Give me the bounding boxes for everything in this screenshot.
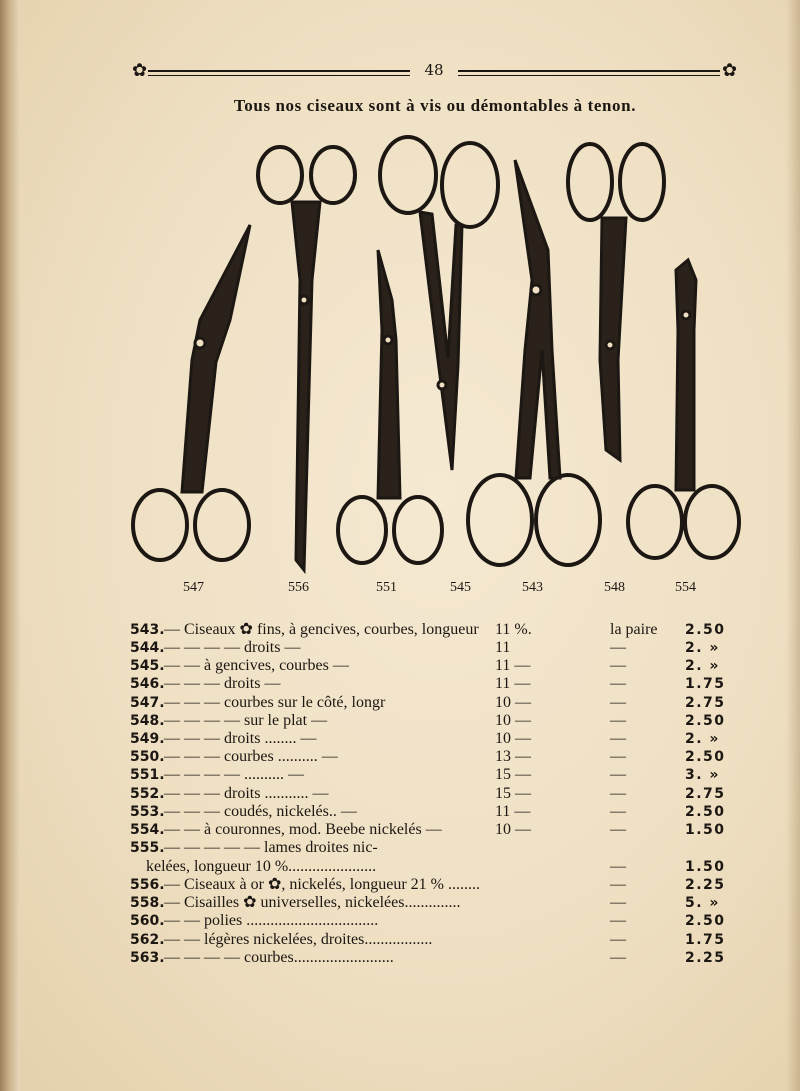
scissors-554-icon (628, 260, 739, 558)
item-number: 555. (130, 840, 165, 856)
price-row (130, 949, 740, 967)
item-description: — Ciseaux à or ✿, nickelés, longueur 21 % ........ (164, 876, 481, 893)
figure-label: 556 (288, 580, 309, 595)
scissors-543-icon (468, 160, 600, 565)
item-number: 560. (130, 913, 165, 929)
figure-label: 554 (675, 580, 696, 595)
header-rule-right (458, 70, 720, 72)
item-unit: — (610, 639, 626, 656)
header-rule-left (148, 70, 410, 72)
item-number: 544. (130, 640, 165, 656)
item-description: — — à gencives, courbes — (164, 657, 349, 674)
price-row (130, 839, 740, 857)
price-row (130, 639, 740, 657)
item-unit: — (610, 858, 626, 875)
item-length: 11 %. (495, 621, 532, 638)
item-unit: — (610, 675, 626, 692)
item-number: 543. (130, 622, 165, 638)
item-number: 553. (130, 804, 165, 820)
price-row (130, 621, 740, 639)
price-row (130, 657, 740, 675)
item-length: 15 — (495, 785, 531, 802)
item-unit: — (610, 657, 626, 674)
item-description: — — — droits ........ — (164, 730, 317, 747)
figure-label: 551 (376, 580, 397, 595)
item-unit: — (610, 803, 626, 820)
item-length: 11 (495, 639, 511, 656)
item-unit: — (610, 821, 626, 838)
item-description: — — — — sur le plat — (164, 712, 328, 729)
item-description: — — — — — lames droites nic- (164, 839, 378, 856)
header-rule-left-thin (148, 75, 410, 76)
item-unit: — (610, 730, 626, 747)
item-length: 11 — (495, 675, 531, 692)
price-row-continuation (130, 858, 740, 876)
figure-label: 547 (183, 580, 204, 595)
item-unit: — (610, 949, 626, 966)
item-length: 13 — (495, 748, 531, 765)
price-row (130, 785, 740, 803)
item-unit: — (610, 748, 626, 765)
item-price: 2.25 (685, 950, 726, 966)
price-row (130, 912, 740, 930)
item-unit: — (610, 894, 626, 911)
item-price: 2.50 (685, 749, 726, 765)
item-number: 554. (130, 822, 165, 838)
item-price: 1.50 (685, 822, 726, 838)
item-number: 546. (130, 676, 165, 692)
item-description: — — à couronnes, mod. Beebe nickelés — (164, 821, 442, 838)
item-description: — — — coudés, nickelés.. — (164, 803, 357, 820)
price-row (130, 876, 740, 894)
item-number: 551. (130, 767, 165, 783)
item-price: 2.25 (685, 877, 726, 893)
item-price: 2.50 (685, 713, 726, 729)
price-row (130, 803, 740, 821)
item-number: 548. (130, 713, 165, 729)
item-number: 552. (130, 786, 165, 802)
item-number: 550. (130, 749, 165, 765)
item-length: 10 — (495, 730, 531, 747)
item-price: 2.75 (685, 695, 726, 711)
item-length: 10 — (495, 712, 531, 729)
item-price: 2. » (685, 731, 720, 747)
figure-label: 545 (450, 580, 471, 595)
item-number: 558. (130, 895, 165, 911)
item-description: — — — courbes .......... — (164, 748, 338, 765)
price-row (130, 694, 740, 712)
price-row (130, 712, 740, 730)
item-number: 563. (130, 950, 165, 966)
item-description: — — — droits — (164, 675, 281, 692)
item-price: 2.50 (685, 622, 726, 638)
item-unit: — (610, 766, 626, 783)
item-price: 2. » (685, 640, 720, 656)
item-unit: — (610, 694, 626, 711)
price-row (130, 894, 740, 912)
price-row (130, 821, 740, 839)
item-length: 10 — (495, 821, 531, 838)
page-number: 48 (424, 61, 444, 79)
item-description: — — — — droits — (164, 639, 301, 656)
item-unit: — (610, 876, 626, 893)
ornament-left-icon: ✿ (132, 60, 148, 81)
scissors-556-icon (258, 147, 355, 570)
item-price: 2.50 (685, 913, 726, 929)
item-price: 5. » (685, 895, 720, 911)
book-binding-edge (0, 0, 20, 1091)
item-price: 1.75 (685, 676, 726, 692)
figure-label: 543 (522, 580, 543, 595)
item-number: 562. (130, 932, 165, 948)
scissors-illustration (120, 130, 760, 580)
price-row (130, 748, 740, 766)
item-number: 556. (130, 877, 165, 893)
item-length: 10 — (495, 694, 531, 711)
item-price: 2. » (685, 658, 720, 674)
item-description: kelées, longueur 10 %...................... (146, 858, 377, 875)
item-unit: — (610, 931, 626, 948)
item-length: 15 — (495, 766, 531, 783)
item-price: 1.75 (685, 932, 726, 948)
item-description: — — — courbes sur le côté, longr (164, 694, 386, 711)
page-subtitle: Tous nos ciseaux sont à vis ou démontables à tenon. (233, 96, 637, 115)
item-unit: — (610, 785, 626, 802)
item-description: — Ciseaux ✿ fins, à gencives, courbes, longueur (164, 621, 479, 638)
ornament-right-icon: ✿ (722, 60, 738, 81)
item-description: — — — droits ........... — (164, 785, 329, 802)
item-length: 11 — (495, 803, 531, 820)
item-number: 547. (130, 695, 165, 711)
item-price: 1.50 (685, 859, 726, 875)
page-edge-shadow (786, 0, 800, 1091)
item-unit: — (610, 712, 626, 729)
item-unit: — (610, 912, 626, 929)
scissors-548-icon (568, 144, 664, 460)
scissors-547-icon (133, 225, 250, 560)
price-row (130, 931, 740, 949)
item-length: 11 — (495, 657, 531, 674)
header-rule-right-thin (458, 75, 720, 76)
item-number: 549. (130, 731, 165, 747)
item-price: 2.75 (685, 786, 726, 802)
item-description: — — — — courbes......................... (164, 949, 394, 966)
item-description: — — polies ................................. (164, 912, 379, 929)
item-price: 3. » (685, 767, 720, 783)
item-description: — Cisailles ✿ universelles, nickelées.............. (164, 894, 461, 911)
scissors-551-icon (338, 250, 442, 563)
item-unit: la paire (610, 621, 658, 638)
price-row (130, 730, 740, 748)
price-row (130, 675, 740, 693)
price-row (130, 766, 740, 784)
item-description: — — — — .......... — (164, 766, 304, 783)
item-description: — — légères nickelées, droites................. (164, 931, 433, 948)
figure-label: 548 (604, 580, 625, 595)
item-number: 545. (130, 658, 165, 674)
item-price: 2.50 (685, 804, 726, 820)
